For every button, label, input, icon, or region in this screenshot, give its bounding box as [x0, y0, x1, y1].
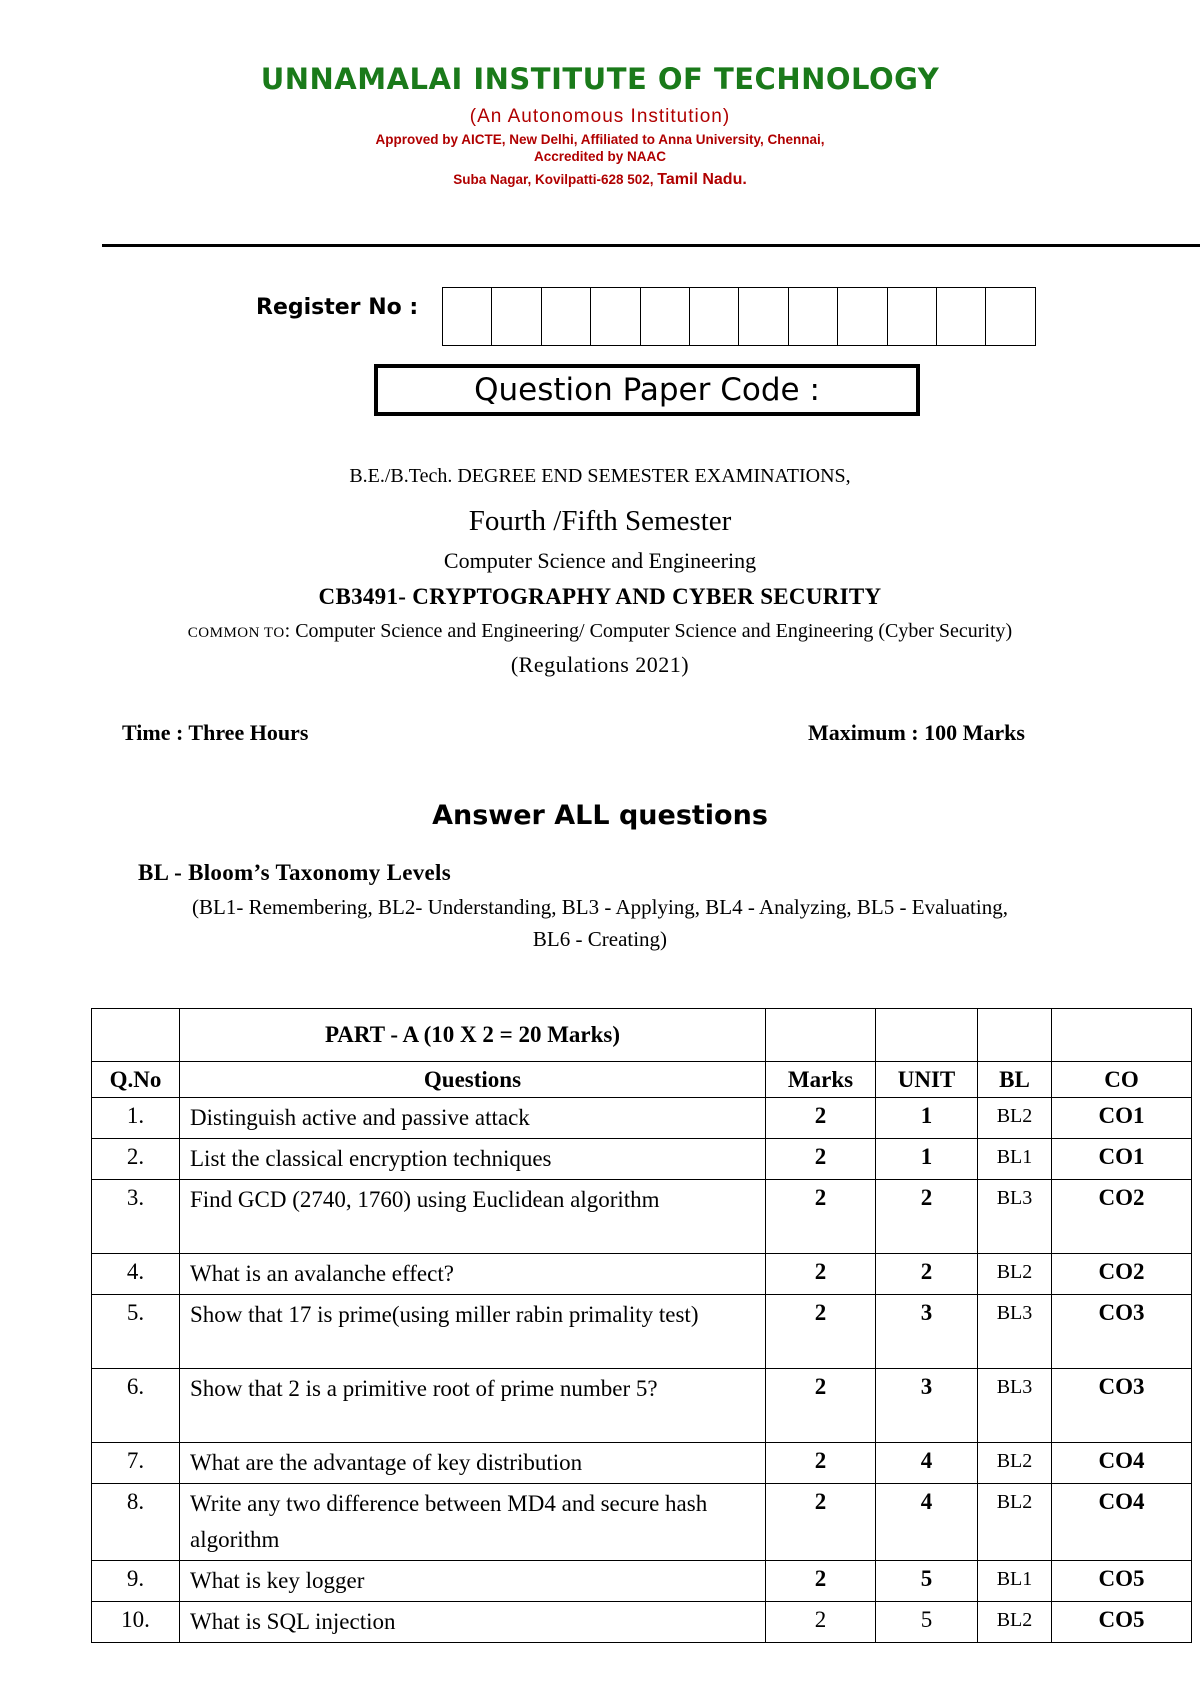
- institution-approval: Approved by AICTE, New Delhi, Affiliated to Anna University, Chennai,: [375, 132, 825, 147]
- register-digit-box[interactable]: [838, 288, 887, 345]
- question-text: What is key logger: [180, 1561, 766, 1602]
- question-unit: 1: [876, 1098, 978, 1139]
- part-header-row: [92, 1009, 1192, 1062]
- question-row: [92, 1295, 1192, 1369]
- question-marks: 2: [766, 1254, 876, 1295]
- register-digit-box[interactable]: [542, 288, 591, 345]
- part-blank-cell: [978, 1009, 1052, 1062]
- question-number: 1.: [92, 1098, 180, 1139]
- question-text: What is SQL injection: [180, 1602, 766, 1643]
- question-unit: 2: [876, 1180, 978, 1254]
- question-co: CO2: [1052, 1180, 1192, 1254]
- question-co: CO3: [1052, 1369, 1192, 1443]
- question-unit: 4: [876, 1443, 978, 1484]
- question-number: 2.: [92, 1139, 180, 1180]
- register-digit-box[interactable]: [591, 288, 640, 345]
- institution-address: [0, 171, 1200, 189]
- question-unit: 4: [876, 1484, 978, 1561]
- question-bl: BL2: [978, 1484, 1052, 1561]
- question-co: CO3: [1052, 1295, 1192, 1369]
- register-digit-box[interactable]: [888, 288, 937, 345]
- common-to-text: : Computer Science and Engineering/ Computer Science and Engineering (Cyber Security): [284, 620, 1013, 642]
- header-co: CO: [1052, 1062, 1192, 1098]
- question-bl: BL2: [978, 1098, 1052, 1139]
- question-marks: 2: [766, 1443, 876, 1484]
- register-digit-box[interactable]: [739, 288, 788, 345]
- question-bl: BL3: [978, 1180, 1052, 1254]
- header-questions: Questions: [180, 1062, 766, 1098]
- question-row: [92, 1561, 1192, 1602]
- part-blank-cell: [92, 1009, 180, 1062]
- question-bl: BL2: [978, 1443, 1052, 1484]
- question-marks: 2: [766, 1098, 876, 1139]
- question-text: Find GCD (2740, 1760) using Euclidean algorithm: [180, 1180, 766, 1254]
- answer-all-heading: Answer ALL questions: [432, 800, 768, 831]
- question-marks: 2: [766, 1484, 876, 1561]
- question-row: [92, 1139, 1192, 1180]
- institution-subtitle: (An Autonomous Institution): [469, 106, 731, 127]
- register-digit-box[interactable]: [443, 288, 492, 345]
- question-co: CO1: [1052, 1139, 1192, 1180]
- question-text: What are the advantage of key distribution: [180, 1443, 766, 1484]
- question-co: CO2: [1052, 1254, 1192, 1295]
- question-table: [91, 1008, 1192, 1643]
- question-number: 6.: [92, 1369, 180, 1443]
- header-marks: Marks: [766, 1062, 876, 1098]
- question-number: 9.: [92, 1561, 180, 1602]
- question-unit: 5: [876, 1561, 978, 1602]
- question-row: [92, 1484, 1192, 1561]
- exam-duration: Time : Three Hours: [122, 720, 309, 745]
- question-unit: 1: [876, 1139, 978, 1180]
- question-marks: 2: [766, 1561, 876, 1602]
- institution-name: UNNAMALAI INSTITUTE OF TECHNOLOGY: [260, 62, 940, 96]
- institution-accreditation: Accredited by NAAC: [533, 149, 667, 164]
- question-marks: 2: [766, 1139, 876, 1180]
- register-digit-box[interactable]: [641, 288, 690, 345]
- question-number: 7.: [92, 1443, 180, 1484]
- regulations: (Regulations 2021): [510, 652, 690, 677]
- question-unit: 5: [876, 1602, 978, 1643]
- header-qno: Q.No: [92, 1062, 180, 1098]
- question-row: [92, 1443, 1192, 1484]
- register-digit-box[interactable]: [986, 288, 1035, 345]
- question-marks: 2: [766, 1295, 876, 1369]
- question-row: [92, 1602, 1192, 1643]
- part-blank-cell: [876, 1009, 978, 1062]
- question-text: List the classical encryption techniques: [180, 1139, 766, 1180]
- question-bl: BL1: [978, 1561, 1052, 1602]
- question-number: 3.: [92, 1180, 180, 1254]
- question-co: CO4: [1052, 1484, 1192, 1561]
- semester: Fourth /Fifth Semester: [468, 505, 732, 537]
- part-blank-cell: [766, 1009, 876, 1062]
- column-header-row: [92, 1062, 1192, 1098]
- bloom-levels-line-1: (BL1- Remembering, BL2- Understanding, BL3 - Applying, BL4 - Analyzing, BL5 - Evaluating,: [192, 895, 1008, 919]
- question-number: 10.: [92, 1602, 180, 1643]
- address-state: Tamil Nadu.: [657, 171, 747, 188]
- register-digit-box[interactable]: [492, 288, 541, 345]
- header-bl: BL: [978, 1062, 1052, 1098]
- question-co: CO5: [1052, 1561, 1192, 1602]
- question-bl: BL2: [978, 1602, 1052, 1643]
- question-text: Show that 17 is prime(using miller rabin primality test): [180, 1295, 766, 1369]
- question-co: CO5: [1052, 1602, 1192, 1643]
- register-digit-box[interactable]: [690, 288, 739, 345]
- part-blank-cell: [1052, 1009, 1192, 1062]
- question-text: Show that 2 is a primitive root of prime number 5?: [180, 1369, 766, 1443]
- question-unit: 3: [876, 1369, 978, 1443]
- course-title: CB3491- CRYPTOGRAPHY AND CYBER SECURITY: [318, 584, 882, 609]
- question-row: [92, 1098, 1192, 1139]
- address-text: Suba Nagar, Kovilpatti-628 502,: [453, 172, 654, 187]
- question-bl: BL2: [978, 1254, 1052, 1295]
- question-bl: BL3: [978, 1295, 1052, 1369]
- register-digit-box[interactable]: [789, 288, 838, 345]
- common-to-label: COMMON TO: [187, 625, 285, 641]
- question-paper-code-box: Question Paper Code :: [374, 364, 920, 416]
- question-number: 5.: [92, 1295, 180, 1369]
- question-number: 8.: [92, 1484, 180, 1561]
- question-marks: 2: [766, 1180, 876, 1254]
- question-co: CO1: [1052, 1098, 1192, 1139]
- register-digit-box[interactable]: [937, 288, 986, 345]
- question-text: Distinguish active and passive attack: [180, 1098, 766, 1139]
- question-number: 4.: [92, 1254, 180, 1295]
- question-text: What is an avalanche effect?: [180, 1254, 766, 1295]
- bloom-levels-line-2: BL6 - Creating): [532, 927, 668, 951]
- common-to: [0, 620, 1200, 643]
- register-no-label: Register No :: [256, 295, 419, 320]
- question-unit: 3: [876, 1295, 978, 1369]
- question-bl: BL1: [978, 1139, 1052, 1180]
- header-unit: UNIT: [876, 1062, 978, 1098]
- exam-title: B.E./B.Tech. DEGREE END SEMESTER EXAMINATIONS,: [349, 465, 851, 487]
- question-row: [92, 1369, 1192, 1443]
- question-row: [92, 1254, 1192, 1295]
- question-unit: 2: [876, 1254, 978, 1295]
- department: Computer Science and Engineering: [443, 548, 757, 573]
- question-row: [92, 1180, 1192, 1254]
- question-text: Write any two difference between MD4 and secure hash algorithm: [180, 1484, 766, 1561]
- register-no-boxes[interactable]: [442, 287, 1036, 346]
- maximum-marks: Maximum : 100 Marks: [808, 720, 1025, 745]
- bloom-taxonomy-title: BL - Bloom’s Taxonomy Levels: [138, 860, 451, 885]
- question-marks: 2: [766, 1369, 876, 1443]
- question-co: CO4: [1052, 1443, 1192, 1484]
- part-title: PART - A (10 X 2 = 20 Marks): [180, 1009, 766, 1062]
- question-marks: 2: [766, 1602, 876, 1643]
- header-divider: [102, 244, 1200, 247]
- question-bl: BL3: [978, 1369, 1052, 1443]
